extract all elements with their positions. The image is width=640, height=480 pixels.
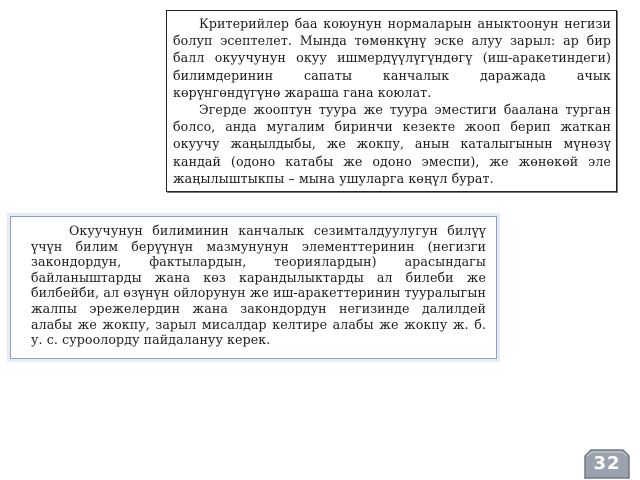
bottom-paragraph-1: Окуучунун билиминин канчалык сезимталдуулугун билүү үчүн билим берүүнүн мазмунунун элементтеринин (негизги закондордун, фактылардын, теориялардын) арасындагы байланыштарды жана көз карандылыктарды ал билеби же билбейби, ал өзүнүн ойлорунун же иш-аракеттеринин тууралыгын жалпы эрежелердин жана закондордун негизинде далилдей алабы же жокпу, зарыл мисалдар келтире алабы же жокпу ж. б. у. с. суроолорду пайдалануу керек. — [31, 223, 486, 348]
top-text-box — [166, 10, 617, 192]
top-paragraph-2: Эгерде жооптун туура же туура эместиги баалана турган болсо, анда мугалим биринчи кезекте жооп берип жаткан окуучу жаңылдыбы, же жокпу, анын каталыгынын мүнөзү кандай (одоно катабы же одоно эмеспи), же жөнөкөй эле жаңылыштыкпы – мына ушуларга көңүл бурат. — [173, 102, 611, 186]
page-number: 32 — [593, 453, 621, 474]
page-number-badge — [584, 449, 630, 479]
top-paragraph-1: Критерийлер баа коюунун нормаларын аныктоонун негизи болуп эсептелет. Мында төмөнкүнү эске алуу зарыл: ар бир балл окуучунун окуу ишмердүүлүгүндөгү (иш-аракетиндеги) билимдеринин сапаты канчалык даражада ачык көрүнгөндүгүнө жараша гана коюлат. — [173, 16, 611, 100]
bottom-text-box — [10, 216, 497, 359]
